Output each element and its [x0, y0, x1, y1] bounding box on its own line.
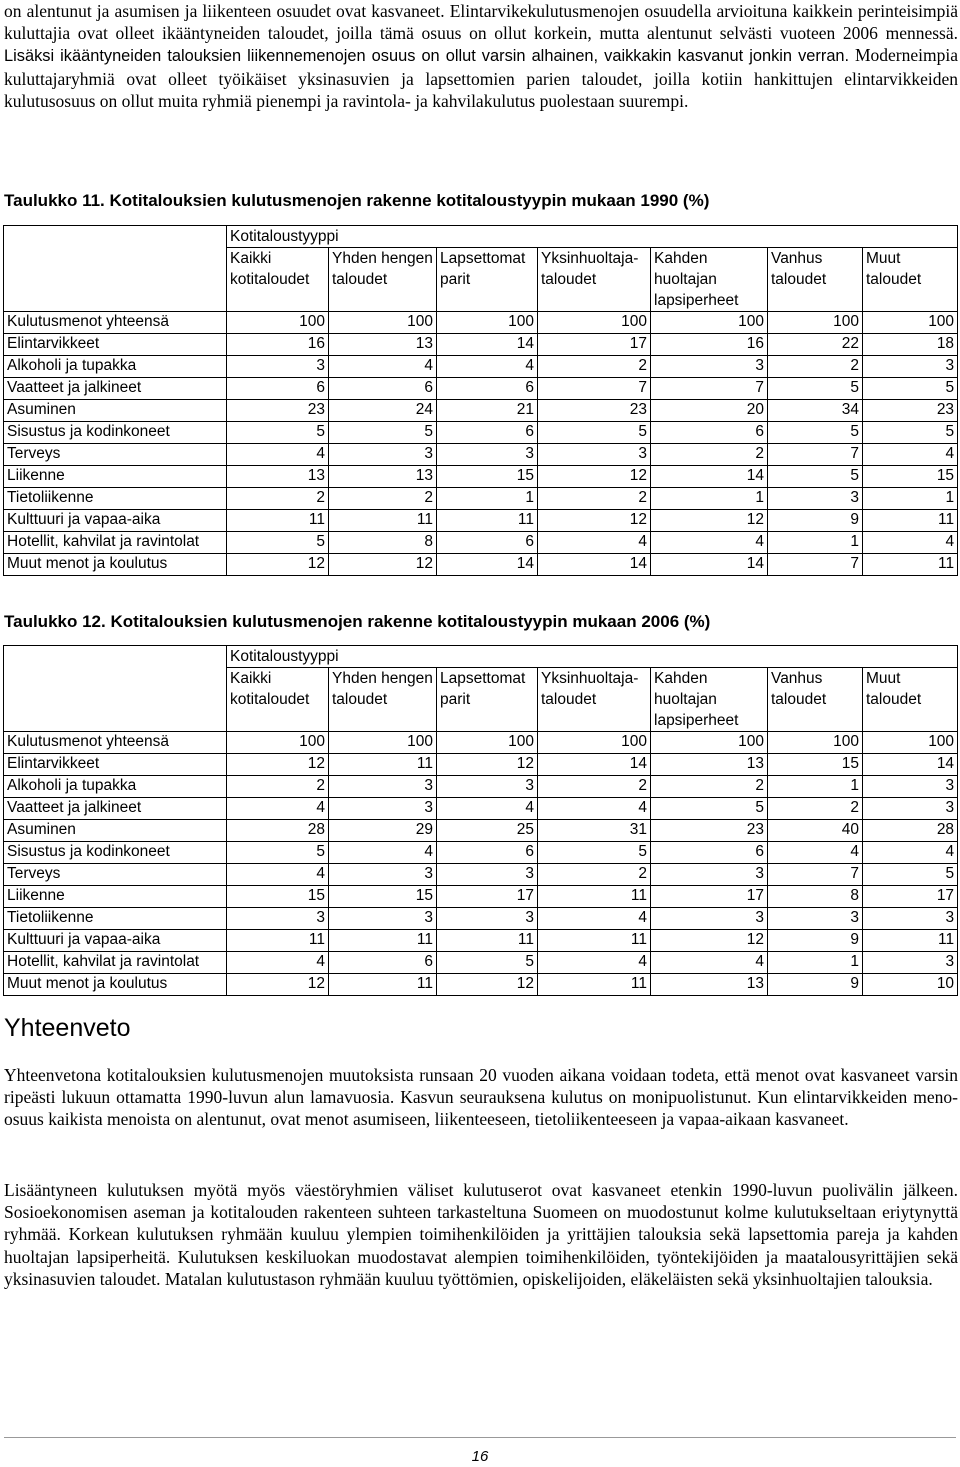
row-label: Liikenne: [4, 886, 227, 908]
table-cell: 11: [538, 886, 651, 908]
table-cell: 2: [651, 776, 768, 798]
table-cell: 17: [651, 886, 768, 908]
column-header: Kahden huoltajan lapsiperheet: [651, 248, 768, 312]
summary-heading: Yhteenveto: [4, 1014, 131, 1042]
table-cell: 2: [538, 356, 651, 378]
table-cell: 7: [538, 378, 651, 400]
table-row: [4, 820, 958, 842]
table-cell: 8: [329, 532, 437, 554]
table-cell: 14: [651, 554, 768, 576]
table-cell: 12: [329, 554, 437, 576]
column-header: Vanhus taloudet: [768, 668, 863, 732]
row-label: Tietoliikenne: [4, 488, 227, 510]
table-cell: 3: [651, 864, 768, 886]
table-cell: 15: [227, 886, 329, 908]
table-cell: 23: [227, 400, 329, 422]
intro-text-2: Lisäksi ikääntyneiden talouksien liikennemenojen osuus on ollut varsin alhainen, vaikkakin kasvanut jonkin verran.: [4, 47, 850, 66]
table-cell: 11: [329, 510, 437, 532]
table12-body: [4, 732, 958, 996]
table-cell: 4: [227, 798, 329, 820]
table-cell: 100: [768, 312, 863, 334]
table-cell: 4: [538, 908, 651, 930]
table-cell: 100: [329, 732, 437, 754]
table-cell: 4: [538, 952, 651, 974]
table-cell: 100: [538, 732, 651, 754]
table-cell: 3: [863, 952, 958, 974]
table-cell: 4: [329, 842, 437, 864]
row-label: Muut menot ja koulutus: [4, 554, 227, 576]
row-label: Hotellit, kahvilat ja ravintolat: [4, 532, 227, 554]
table-cell: 13: [329, 334, 437, 356]
intro-text-1: on alentunut ja asumisen ja liikenteen osuudet ovat kasvaneet. Elintarvikekulutusmenojen osuudella arvioituna kaikkein perinteisimpiä kuluttajia ovat olleet ikääntyneiden taloudet, joilla tämä osuus on ollut korkein, mutta alentunut selvästi vuoteen 2006 mennessä.: [4, 1, 958, 44]
column-header: Yksinhuoltaja-taloudet: [538, 248, 651, 312]
table-row: [4, 378, 958, 400]
table-cell: 3: [437, 908, 538, 930]
row-label: Elintarvikkeet: [4, 754, 227, 776]
table-cell: 8: [768, 886, 863, 908]
table-row: [4, 422, 958, 444]
table-row: [4, 776, 958, 798]
table-cell: 23: [651, 820, 768, 842]
table-cell: 4: [329, 356, 437, 378]
table-cell: 1: [863, 488, 958, 510]
table-cell: 6: [651, 842, 768, 864]
table-cell: 13: [227, 466, 329, 488]
row-label: Vaatteet ja jalkineet: [4, 798, 227, 820]
table-cell: 3: [329, 864, 437, 886]
table-cell: 14: [538, 554, 651, 576]
table-cell: 4: [538, 798, 651, 820]
column-header: Yhden hengen taloudet: [329, 668, 437, 732]
row-label: Asuminen: [4, 400, 227, 422]
table-cell: 100: [538, 312, 651, 334]
row-label: Elintarvikkeet: [4, 334, 227, 356]
table-cell: 100: [863, 732, 958, 754]
page-number: 16: [471, 1448, 489, 1465]
table-cell: 13: [651, 754, 768, 776]
table-cell: 23: [863, 400, 958, 422]
table-cell: 6: [227, 378, 329, 400]
table-cell: 12: [227, 554, 329, 576]
table-cell: 11: [227, 930, 329, 952]
table-cell: 15: [863, 466, 958, 488]
table-cell: 1: [768, 776, 863, 798]
table-cell: 6: [437, 532, 538, 554]
row-label: Muut menot ja koulutus: [4, 974, 227, 996]
table-row: [4, 864, 958, 886]
table-cell: 3: [227, 908, 329, 930]
table-cell: 3: [437, 444, 538, 466]
table-cell: 100: [437, 312, 538, 334]
table-cell: 5: [227, 422, 329, 444]
column-header: Lapsettomat parit: [437, 668, 538, 732]
table-cell: 9: [768, 974, 863, 996]
table-cell: 13: [651, 974, 768, 996]
table-1990: [3, 225, 958, 576]
table-cell: 14: [863, 754, 958, 776]
column-header: Lapsettomat parit: [437, 248, 538, 312]
intro-text-3: Moderneimpia kuluttajaryhmiä ovat olleet työikäiset yksinasuvien ja lapsettomien parien taloudet, joilla kotiin hankittujen elintarvikkeiden kulutusosuus on ollut muita ryhmiä pienempi ja ravintola- ja kahvilakulutus puolestaan suurempi.: [4, 45, 958, 111]
table-cell: 5: [863, 864, 958, 886]
table-cell: 2: [768, 798, 863, 820]
table-cell: 7: [651, 378, 768, 400]
table-cell: 12: [227, 974, 329, 996]
table-cell: 12: [437, 754, 538, 776]
table-cell: 6: [437, 842, 538, 864]
table-cell: 100: [227, 312, 329, 334]
table-cell: 28: [227, 820, 329, 842]
row-label: Terveys: [4, 444, 227, 466]
table12-caption: Taulukko 12. Kotitalouksien kulutusmenojen rakenne kotitaloustyypin mukaan 2006 (%): [4, 612, 711, 631]
column-header: Vanhus taloudet: [768, 248, 863, 312]
column-header: Yksinhuoltaja-taloudet: [538, 668, 651, 732]
table-cell: 3: [863, 776, 958, 798]
table-cell: 16: [227, 334, 329, 356]
row-label: Vaatteet ja jalkineet: [4, 378, 227, 400]
table-cell: 4: [863, 444, 958, 466]
table-cell: 3: [651, 908, 768, 930]
table-cell: 4: [437, 798, 538, 820]
table11-caption: Taulukko 11. Kotitalouksien kulutusmenojen rakenne kotitaloustyypin mukaan 1990 (%): [4, 191, 710, 210]
table-cell: 9: [768, 510, 863, 532]
table12-corner: [4, 646, 227, 732]
table-cell: 100: [329, 312, 437, 334]
table-cell: 7: [768, 444, 863, 466]
table-cell: 12: [538, 510, 651, 532]
table-cell: 12: [651, 510, 768, 532]
table-cell: 3: [768, 488, 863, 510]
table-row: [4, 952, 958, 974]
table-cell: 5: [863, 422, 958, 444]
table11-corner: [4, 226, 227, 312]
table-cell: 12: [538, 466, 651, 488]
table-cell: 13: [329, 466, 437, 488]
table-cell: 4: [227, 864, 329, 886]
table11-body: [4, 312, 958, 576]
row-label: Kulttuuri ja vapaa-aika: [4, 510, 227, 532]
column-header: Kahden huoltajan lapsiperheet: [651, 668, 768, 732]
table-cell: 6: [329, 378, 437, 400]
table-row: [4, 842, 958, 864]
table-cell: 100: [863, 312, 958, 334]
table-cell: 4: [863, 532, 958, 554]
row-label: Kulutusmenot yhteensä: [4, 312, 227, 334]
table-cell: 17: [437, 886, 538, 908]
table-cell: 15: [437, 466, 538, 488]
table-cell: 21: [437, 400, 538, 422]
table-cell: 12: [437, 974, 538, 996]
intro-paragraph: [4, 0, 958, 112]
table-cell: 12: [227, 754, 329, 776]
table-row: [4, 334, 958, 356]
table-cell: 1: [651, 488, 768, 510]
table-cell: 12: [651, 930, 768, 952]
table-cell: 5: [651, 798, 768, 820]
table-cell: 5: [768, 378, 863, 400]
row-label: Sisustus ja kodinkoneet: [4, 842, 227, 864]
table-cell: 15: [768, 754, 863, 776]
table-cell: 5: [768, 466, 863, 488]
table-cell: 9: [768, 930, 863, 952]
table-cell: 11: [329, 930, 437, 952]
table-cell: 1: [768, 532, 863, 554]
table-row: [4, 532, 958, 554]
column-header: Kaikki kotitaloudet: [227, 248, 329, 312]
table-cell: 11: [863, 554, 958, 576]
table-cell: 100: [651, 732, 768, 754]
table-cell: 5: [538, 842, 651, 864]
table-cell: 2: [538, 488, 651, 510]
table12-group-header: Kotitaloustyyppi: [227, 646, 958, 668]
table-cell: 4: [768, 842, 863, 864]
table-cell: 3: [227, 356, 329, 378]
table-cell: 16: [651, 334, 768, 356]
row-label: Tietoliikenne: [4, 908, 227, 930]
table-cell: 15: [329, 886, 437, 908]
table-cell: 11: [437, 930, 538, 952]
row-label: Kulutusmenot yhteensä: [4, 732, 227, 754]
table-row: [4, 312, 958, 334]
table-cell: 2: [538, 864, 651, 886]
table-cell: 11: [538, 930, 651, 952]
table-row: [4, 732, 958, 754]
table-cell: 100: [437, 732, 538, 754]
row-label: Sisustus ja kodinkoneet: [4, 422, 227, 444]
table-cell: 3: [651, 356, 768, 378]
table-cell: 20: [651, 400, 768, 422]
table-cell: 25: [437, 820, 538, 842]
table-cell: 7: [768, 864, 863, 886]
table-cell: 3: [329, 798, 437, 820]
table-cell: 2: [227, 776, 329, 798]
table-cell: 6: [437, 422, 538, 444]
table-cell: 11: [538, 974, 651, 996]
table-cell: 5: [863, 378, 958, 400]
table-cell: 14: [437, 334, 538, 356]
table-row: [4, 886, 958, 908]
table-row: [4, 466, 958, 488]
table-cell: 7: [768, 554, 863, 576]
table-row: [4, 444, 958, 466]
table-cell: 2: [329, 488, 437, 510]
table-cell: 11: [437, 510, 538, 532]
table-cell: 4: [651, 532, 768, 554]
table-cell: 3: [437, 776, 538, 798]
column-header: Muut taloudet: [863, 668, 958, 732]
table-cell: 5: [437, 952, 538, 974]
table-cell: 4: [538, 532, 651, 554]
table-cell: 11: [863, 510, 958, 532]
table-cell: 40: [768, 820, 863, 842]
table-row: [4, 754, 958, 776]
table-cell: 24: [329, 400, 437, 422]
table-2006: [3, 645, 958, 996]
table-cell: 10: [863, 974, 958, 996]
table-cell: 5: [227, 842, 329, 864]
table-row: [4, 510, 958, 532]
table-cell: 3: [329, 908, 437, 930]
table-row: [4, 930, 958, 952]
table-cell: 3: [329, 776, 437, 798]
summary-paragraph-2: Lisääntyneen kulutuksen myötä myös väestöryhmien väliset kulutuserot ovat kasvaneet etenkin 1990-luvun puolivälin jälkeen. Sosioekonomisen aseman ja kotitalouden rakenteen suhteen tarkasteltuna Suomeen on muodostunut kolme kulutukseltaan eriytynyttä ryhmää. Korkean kulutuksen ryhmään kuuluu ylempien toimihenkilöiden ja yrittäjien talouksia sekä lapsettomia pareja ja kahden huoltajan lapsiperheitä. Kulutuksen keskiluokan muodostavat alempien toimihenkilöiden, työntekijöiden ja maatalousyrittäjien sekä yksinasuvien taloudet. Matalan kulutustason ryhmään kuuluu työttömien, opiskelijoiden, eläkeläisten sekä yksinhuoltajien talouksia.: [4, 1180, 958, 1289]
table-row: [4, 488, 958, 510]
table-row: [4, 798, 958, 820]
table-cell: 17: [863, 886, 958, 908]
column-header: Kaikki kotitaloudet: [227, 668, 329, 732]
table-cell: 2: [227, 488, 329, 510]
footer-rule: [4, 1437, 956, 1438]
row-label: Alkoholi ja tupakka: [4, 356, 227, 378]
table-cell: 11: [227, 510, 329, 532]
table-cell: 6: [651, 422, 768, 444]
table-cell: 3: [538, 444, 651, 466]
row-label: Asuminen: [4, 820, 227, 842]
table-cell: 23: [538, 400, 651, 422]
table-cell: 28: [863, 820, 958, 842]
table-cell: 22: [768, 334, 863, 356]
table-cell: 17: [538, 334, 651, 356]
table-cell: 4: [863, 842, 958, 864]
table-cell: 4: [651, 952, 768, 974]
table-cell: 2: [768, 356, 863, 378]
table-row: [4, 554, 958, 576]
table-cell: 1: [768, 952, 863, 974]
table-cell: 4: [227, 952, 329, 974]
table-row: [4, 974, 958, 996]
row-label: Hotellit, kahvilat ja ravintolat: [4, 952, 227, 974]
table-cell: 100: [768, 732, 863, 754]
table-cell: 3: [768, 908, 863, 930]
table-cell: 5: [538, 422, 651, 444]
column-header: Muut taloudet: [863, 248, 958, 312]
table-row: [4, 356, 958, 378]
table-cell: 4: [227, 444, 329, 466]
table-row: [4, 400, 958, 422]
table-cell: 6: [329, 952, 437, 974]
row-label: Alkoholi ja tupakka: [4, 776, 227, 798]
column-header: Yhden hengen taloudet: [329, 248, 437, 312]
table-cell: 31: [538, 820, 651, 842]
row-label: Terveys: [4, 864, 227, 886]
table-cell: 18: [863, 334, 958, 356]
table-row: [4, 908, 958, 930]
table-cell: 11: [329, 974, 437, 996]
table-cell: 3: [329, 444, 437, 466]
table-cell: 100: [227, 732, 329, 754]
table-cell: 6: [437, 378, 538, 400]
table-cell: 100: [651, 312, 768, 334]
table-cell: 11: [329, 754, 437, 776]
row-label: Liikenne: [4, 466, 227, 488]
row-label: Kulttuuri ja vapaa-aika: [4, 930, 227, 952]
table11-group-header: Kotitaloustyyppi: [227, 226, 958, 248]
table-cell: 14: [651, 466, 768, 488]
table-cell: 11: [863, 930, 958, 952]
table-cell: 3: [863, 356, 958, 378]
summary-paragraph-1: Yhteenvetona kotitalouksien kulutusmenojen muutoksista runsaan 20 vuoden aikana voidaan todeta, että menot ovat kasvaneet varsin ripeästi lukuun ottamatta 1990-luvun alun lamavuosia. Kasvun seurauksena kulutus on monipuolistunut. Kun elintarvikkeiden meno-osuus kaikista menoista on alentunut, ovat menot asumiseen, liikenteeseen, tietoliikenteeseen ja vapaa-aikaan kasvaneet.: [4, 1065, 958, 1130]
table-cell: 29: [329, 820, 437, 842]
table-cell: 3: [863, 908, 958, 930]
table-cell: 5: [227, 532, 329, 554]
table-cell: 14: [437, 554, 538, 576]
table-cell: 3: [863, 798, 958, 820]
table-cell: 2: [651, 444, 768, 466]
table-cell: 5: [329, 422, 437, 444]
table-cell: 34: [768, 400, 863, 422]
table-cell: 2: [538, 776, 651, 798]
table-cell: 4: [437, 356, 538, 378]
table-cell: 14: [538, 754, 651, 776]
table-cell: 3: [437, 864, 538, 886]
table-cell: 1: [437, 488, 538, 510]
table-cell: 5: [768, 422, 863, 444]
